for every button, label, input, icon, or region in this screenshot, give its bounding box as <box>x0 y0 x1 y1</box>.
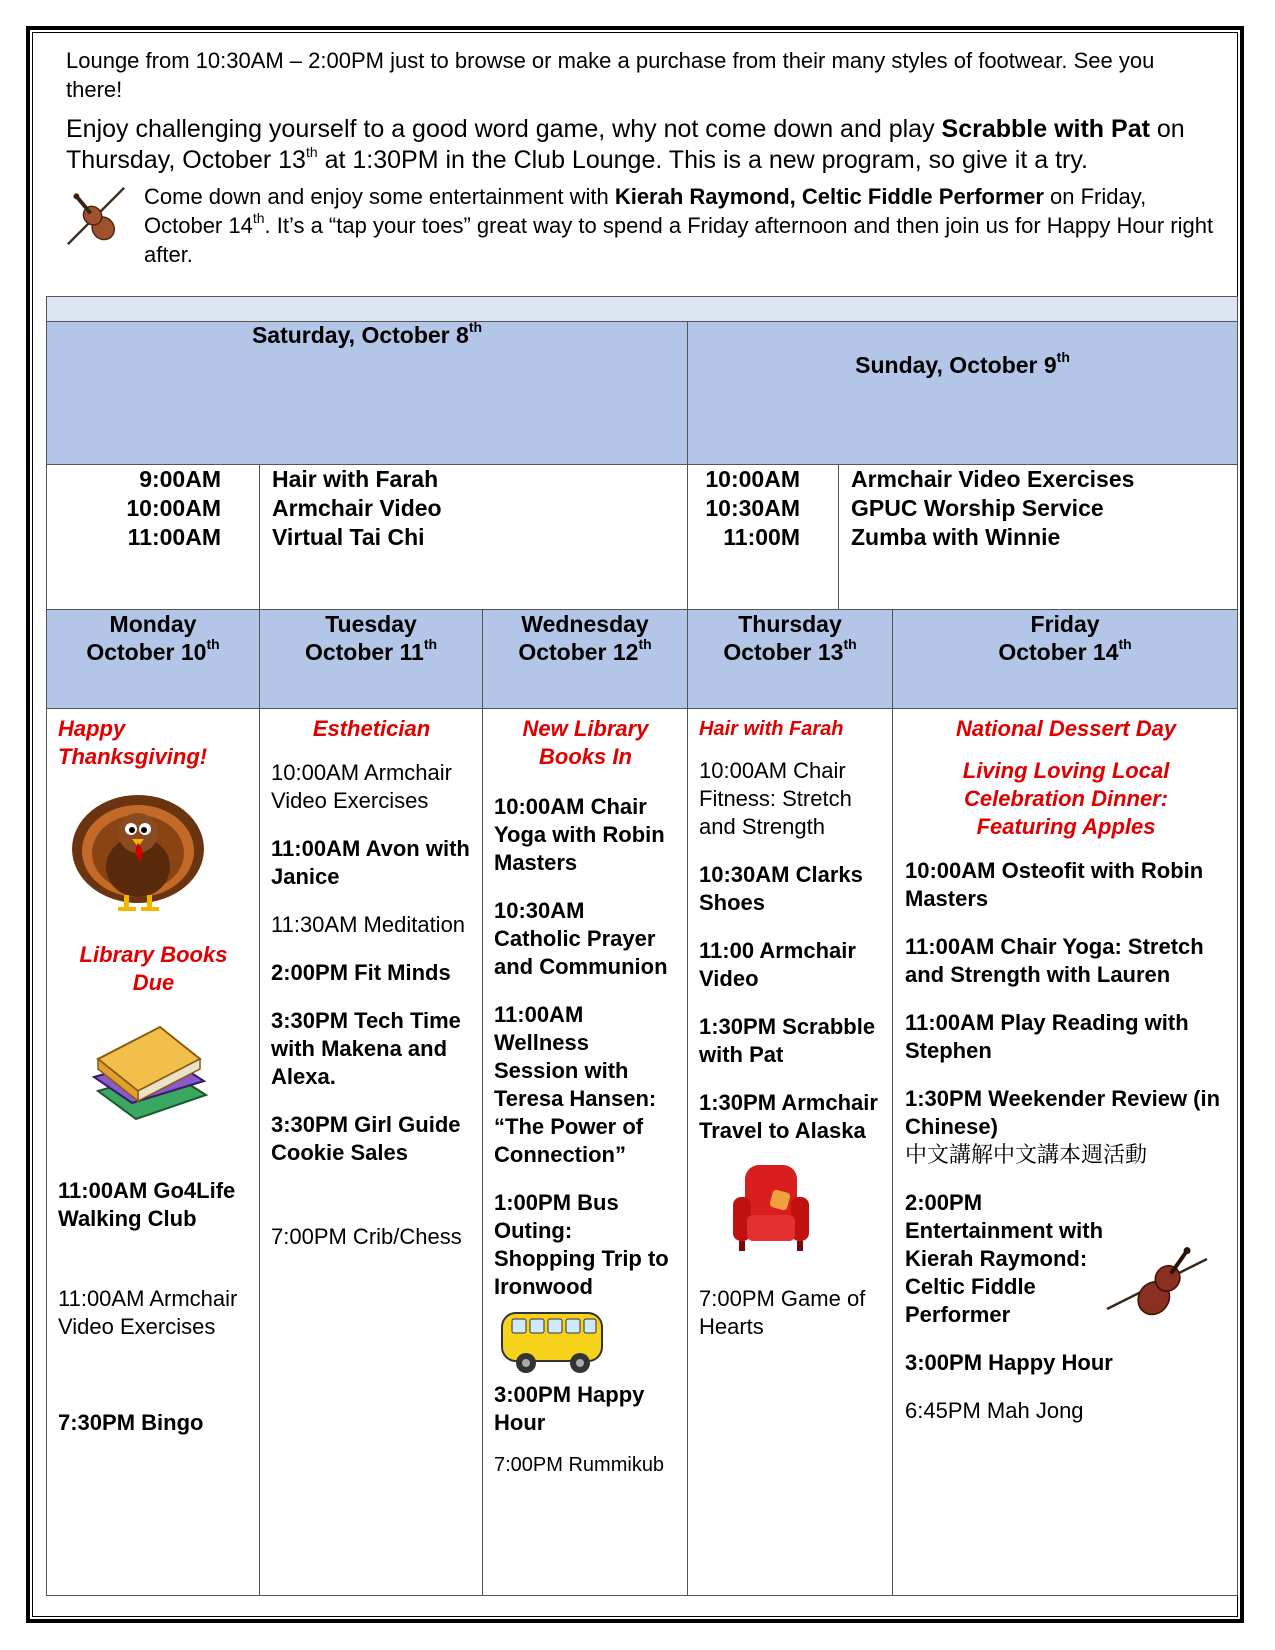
monday-header: Monday October 10th <box>47 610 260 709</box>
sunday-time: 10:30AM <box>705 495 800 521</box>
tuesday-event: 11:30AM Meditation <box>271 912 466 937</box>
friday-column <box>893 709 1238 1596</box>
sunday-time: 11:00M <box>723 524 800 550</box>
weekday-schedule-row <box>47 709 1238 1596</box>
scrabble-sup: th <box>305 143 318 160</box>
intro-paragraph-shoes: Lounge from 10:30AM – 2:00PM just to browse or make a purchase from their many styles of footwear. See you there! <box>66 48 1155 102</box>
fiddle-sup: th <box>252 209 265 226</box>
tuesday-header: Tuesday October 11th <box>260 610 483 709</box>
wednesday-event: 10:30AM Catholic Prayer and Communion <box>494 898 668 979</box>
friday-event-entertainment-text: 2:00PM Entertainment with Kierah Raymond: Celtic Fiddle Performer <box>905 1190 1104 1327</box>
tuesday-special: Esthetician <box>312 716 431 741</box>
monday-special-library: Library Books Due <box>79 942 228 995</box>
books-icon <box>88 1019 213 1129</box>
friday-event-entertainment <box>905 1189 1227 1329</box>
saturday-header: Saturday, October 8th <box>47 322 688 465</box>
monday-event-walking: 11:00AM Go4Life Walking Club <box>58 1178 236 1231</box>
tuesday-event: 11:00AM Avon with Janice <box>271 836 470 889</box>
fiddle-text-1: Come down and enjoy some entertainment with <box>144 184 615 209</box>
violin-icon <box>62 182 130 250</box>
sunday-header: Sunday, October 9th <box>688 322 1238 465</box>
armchair-icon <box>731 1161 811 1257</box>
weekend-header-row <box>47 322 1238 465</box>
monday-event-bingo: 7:30PM Bingo <box>58 1410 204 1435</box>
friday-event: 10:00AM Osteofit with Robin Masters <box>905 858 1204 911</box>
sunday-events <box>839 465 1238 610</box>
activity-calendar <box>46 296 1238 1596</box>
turkey-icon <box>68 787 208 917</box>
tuesday-event: 3:30PM Girl Guide Cookie Sales <box>271 1112 461 1165</box>
violin-icon <box>1103 1239 1213 1329</box>
scrabble-text-1: Enjoy challenging yourself to a good word game, why not come down and play <box>66 115 942 143</box>
tuesday-event: 10:00AM Armchair Video Exercises <box>271 760 452 813</box>
thursday-event: 7:00PM Game of Hearts <box>699 1286 866 1339</box>
monday-column <box>47 709 260 1596</box>
tuesday-event: 3:30PM Tech Time with Makena and Alexa. <box>271 1008 461 1089</box>
saturday-time: 11:00AM <box>127 524 221 550</box>
scrabble-text-3: at 1:30PM in the Club Lounge. This is a new program, so give it a try. <box>317 146 1088 174</box>
wednesday-event: 3:00PM Happy Hour <box>494 1382 645 1435</box>
friday-event: 1:30PM Weekender Review (in Chinese) <box>905 1086 1221 1139</box>
saturday-event: Armchair Video <box>272 495 442 521</box>
weekend-schedule-row <box>47 465 1238 610</box>
wednesday-column <box>483 709 688 1596</box>
calendar-top-stripe <box>47 297 1238 322</box>
wednesday-special: New Library Books In <box>522 716 649 769</box>
tuesday-event: 7:00PM Crib/Chess <box>271 1224 462 1249</box>
thursday-column <box>688 709 893 1596</box>
wednesday-event: 11:00AM Wellness Session with Teresa Hansen: “The Power of Connection” <box>494 1002 657 1167</box>
sunday-event: Zumba with Winnie <box>851 524 1061 550</box>
saturday-times <box>47 465 260 610</box>
friday-event: 6:45PM Mah Jong <box>905 1398 1084 1423</box>
monday-special-thanksgiving: Happy Thanksgiving! <box>58 716 208 769</box>
saturday-event: Hair with Farah <box>272 466 439 492</box>
scrabble-highlight: Scrabble with Pat <box>941 115 1150 143</box>
sunday-time: 10:00AM <box>705 466 800 492</box>
friday-special-dessert: National Dessert Day <box>955 716 1177 741</box>
wednesday-header: Wednesday October 12th <box>483 610 688 709</box>
fiddle-highlight: Kierah Raymond, Celtic Fiddle Performer <box>614 184 1044 209</box>
weekday-header-row <box>47 610 1238 709</box>
thursday-event: 1:30PM Scrabble with Pat <box>699 1014 876 1067</box>
thursday-event: 10:00AM Chair Fitness: Stretch and Strength <box>699 758 852 839</box>
tuesday-column <box>260 709 483 1596</box>
saturday-event: Virtual Tai Chi <box>272 524 425 550</box>
friday-event: 3:00PM Happy Hour <box>905 1350 1113 1375</box>
wednesday-event: 10:00AM Chair Yoga with Robin Masters <box>494 794 665 875</box>
intro-paragraph-scrabble <box>66 114 1216 176</box>
sunday-event: Armchair Video Exercises <box>851 466 1135 492</box>
fiddle-text-3: . It’s a “tap your toes” great way to spend a Friday afternoon and then join us for Happy Hour right after. <box>144 213 1214 267</box>
friday-event: 11:00AM Chair Yoga: Stretch and Strength with Lauren <box>905 934 1204 987</box>
saturday-time: 9:00AM <box>139 466 221 492</box>
thursday-header: Thursday October 13th <box>688 610 893 709</box>
intro-paragraph-fiddle <box>66 182 1216 269</box>
saturday-events <box>260 465 688 610</box>
friday-special-dinner: Living Loving Local Celebration Dinner: Featuring Apples <box>962 758 1170 839</box>
wednesday-event: 1:00PM Bus Outing: Shopping Trip to Ironwood <box>494 1190 669 1299</box>
intro-fiddle-block <box>66 182 1216 269</box>
intro-section <box>66 46 1216 269</box>
friday-event-chinese: 中文講解中文講本週活動 <box>905 1142 1148 1167</box>
fiddle-text-2: on Friday, October 14 <box>144 184 1147 238</box>
sunday-event: GPUC Worship Service <box>851 495 1104 521</box>
monday-event-armchair: 11:00AM Armchair Video Exercises <box>58 1286 238 1339</box>
tuesday-event: 2:00PM Fit Minds <box>271 960 451 985</box>
thursday-event: 11:00 Armchair Video <box>699 938 856 991</box>
thursday-event: 10:30AM Clarks Shoes <box>699 862 863 915</box>
thursday-special: Hair with Farah <box>699 718 844 740</box>
sunday-times <box>688 465 839 610</box>
wednesday-event: 7:00PM Rummikub <box>494 1454 665 1476</box>
saturday-time: 10:00AM <box>126 495 221 521</box>
friday-event: 11:00AM Play Reading with Stephen <box>905 1010 1189 1063</box>
thursday-event: 1:30PM Armchair Travel to Alaska <box>699 1090 878 1143</box>
friday-header: Friday October 14th <box>893 610 1238 709</box>
scrabble-text-2: on Thursday, October 13 <box>66 115 1185 174</box>
school-bus-icon <box>498 1305 608 1377</box>
